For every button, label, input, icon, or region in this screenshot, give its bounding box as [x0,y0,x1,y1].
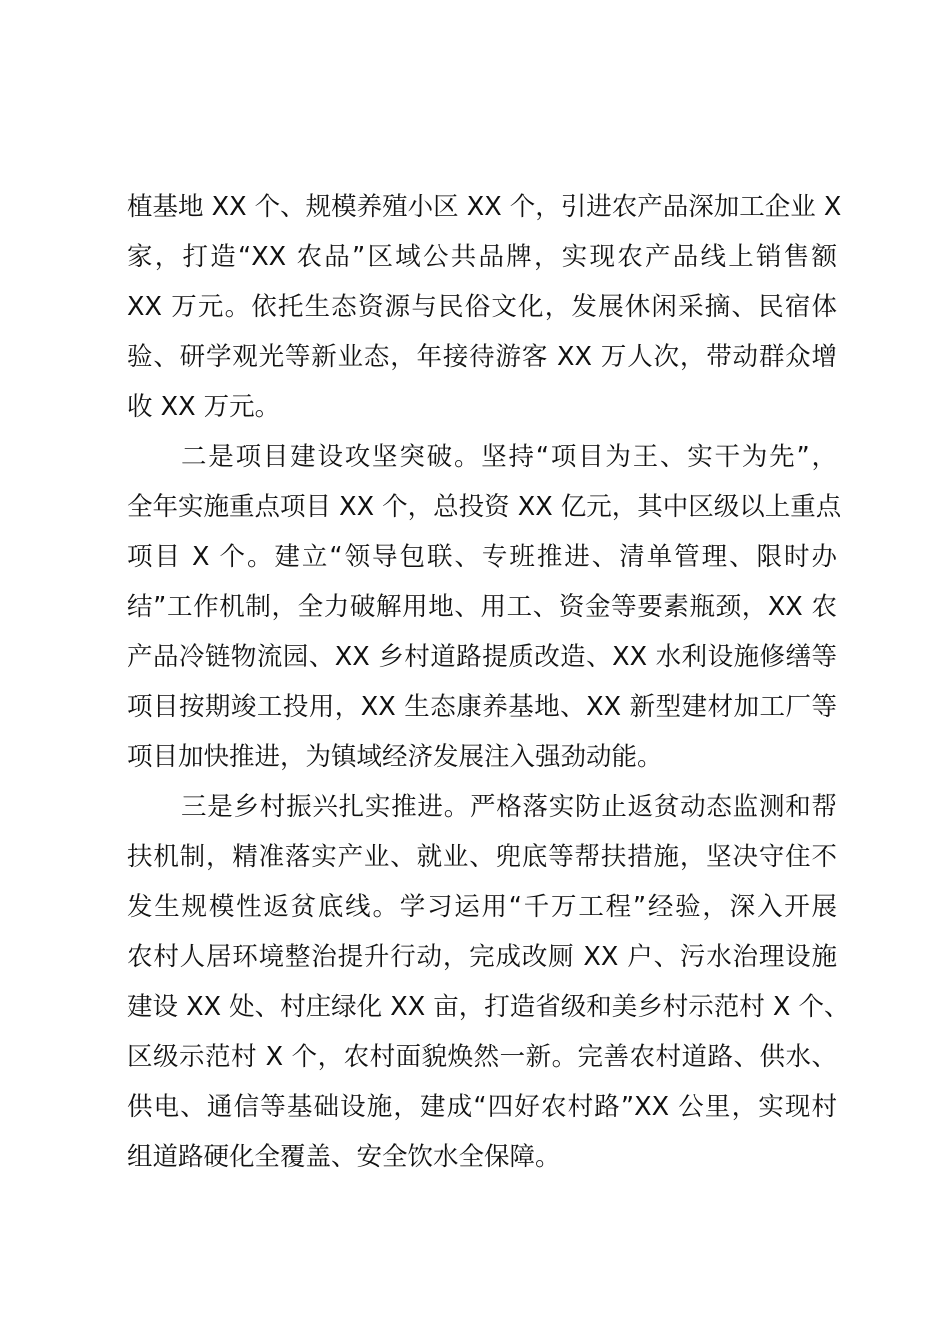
text-line: 项目加快推进，为镇域经济发展注入强劲动能。 [127,742,663,772]
text-line: 项目按期竣工投用，XX 生态康养基地、XX 新型建材加工厂等 [127,692,837,722]
paragraph-industry-continued [127,182,842,432]
paragraph-project-construction [127,432,842,782]
text-line: 区级示范村 X 个，农村面貌焕然一新。完善农村道路、供水、 [127,1042,837,1072]
document-page [127,182,850,1182]
text-line: 农村人居环境整治提升行动，完成改厕 XX 户、污水治理设施 [127,942,837,972]
text-line: 建设 XX 处、村庄绿化 XX 亩，打造省级和美乡村示范村 X 个、 [127,992,850,1022]
text-line: 项目 X 个。建立“领导包联、专班推进、清单管理、限时办 [127,542,837,572]
text-line: 结”工作机制，全力破解用地、用工、资金等要素瓶颈，XX 农 [127,592,837,622]
text-line: 供电、通信等基础设施，建成“四好农村路”XX 公里，实现村 [127,1092,837,1122]
text-line: XX 万元。依托生态资源与民俗文化，发展休闲采摘、民宿体 [127,292,837,322]
text-line: 植基地 XX 个、规模养殖小区 XX 个，引进农产品深加工企业 X [127,192,842,222]
text-line: 全年实施重点项目 XX 个，总投资 XX 亿元，其中区级以上重点 [127,492,842,522]
text-line: 扶机制，精准落实产业、就业、兜底等帮扶措施，坚决守住不 [127,842,837,872]
text-line: 三是乡村振兴扎实推进。严格落实防止返贫动态监测和帮 [181,792,837,822]
text-line: 组道路硬化全覆盖、安全饮水全保障。 [127,1142,561,1172]
paragraph-rural-revitalization [127,782,850,1182]
text-line: 验、研学观光等新业态，年接待游客 XX 万人次，带动群众增 [127,342,837,372]
text-line: 发生规模性返贫底线。学习运用“千万工程”经验，深入开展 [127,892,837,922]
text-line: 产品冷链物流园、XX 乡村道路提质改造、XX 水利设施修缮等 [127,642,837,672]
text-line: 家，打造“XX 农品”区域公共品牌，实现农产品线上销售额 [127,242,837,272]
text-line: 二是项目建设攻坚突破。坚持“项目为王、实干为先”， [181,442,837,472]
text-line: 收 XX 万元。 [127,392,281,422]
